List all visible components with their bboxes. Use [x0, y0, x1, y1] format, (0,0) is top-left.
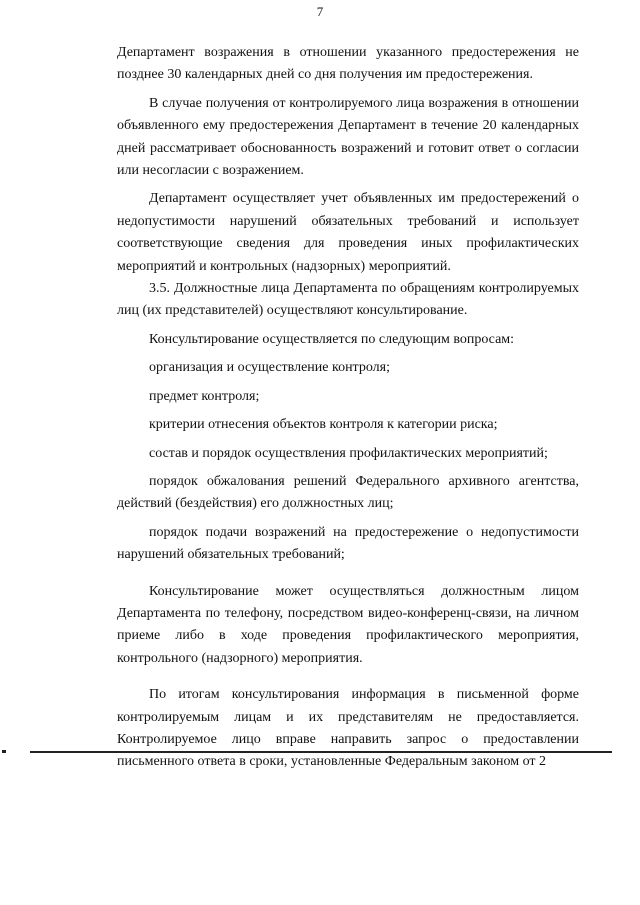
- list-item-control-organization: организация и осуществление контроля;: [149, 360, 390, 376]
- margin-mark: [2, 750, 6, 753]
- list-item-objection-procedure: порядок подачи возражений на предостережение о недопустимости нарушений обязательных требований;: [117, 524, 579, 563]
- paragraph-consulting-topics: Консультирование осуществляется по следующим вопросам:: [149, 331, 515, 347]
- list-item-risk-criteria: критерии отнесения объектов контроля к категории риска;: [149, 417, 498, 433]
- list-item-control-subject: предмет контроля;: [149, 388, 260, 404]
- paragraph-objection-review: В случае получения от контролируемого лица возражения в отношении объявленного ему предостережения Департамент в течение 20 календарных дней рассматривает обоснованность возражений и готовит ответ о согласии или несогласии с возражением.: [117, 95, 579, 179]
- list-item-preventive-measures: состав и порядок осуществления профилактических мероприятий;: [149, 445, 548, 461]
- page-number: 7: [316, 4, 324, 19]
- paragraph-consulting-methods: Консультирование может осуществляться должностным лицом Департамента по телефону, посредством видео-конференц-связи, на личном приеме либо в ходе проведения профилактического мероприятия, контрольного (надзорного) мероприятия.: [117, 583, 579, 666]
- document-body: [117, 42, 579, 774]
- paragraph-warnings-accounting: Департамент осуществляет учет объявленных им предостережений о недопустимости нарушений обязательных требований и использует соответствующие сведения для проведения иных профилактических мероприятий и контрольных (надзорных) мероприятий.: [117, 191, 579, 274]
- list-item-appeal-procedure: порядок обжалования решений Федерального архивного агентства, действий (бездействия) его должностных лиц;: [117, 473, 579, 512]
- paragraph-objection-deadline: Департамент возражения в отношении указанного предостережения не позднее 30 календарных дней со дня получения им предостережения.: [117, 45, 579, 83]
- paragraph-consulting-results: По итогам консультирования информация в письменной форме контролируемым лицам и их представителям не предоставляется. Контролируемое лицо вправе направить запрос о предоставлении письменного ответа в сроки, установленные Федеральным законом от 2: [117, 687, 579, 770]
- footer-rule: [30, 751, 612, 753]
- paragraph-consulting-officials: 3.5. Должностные лица Департамента по обращениям контролируемых лиц (их представителей) осуществляют консультирование.: [117, 281, 579, 319]
